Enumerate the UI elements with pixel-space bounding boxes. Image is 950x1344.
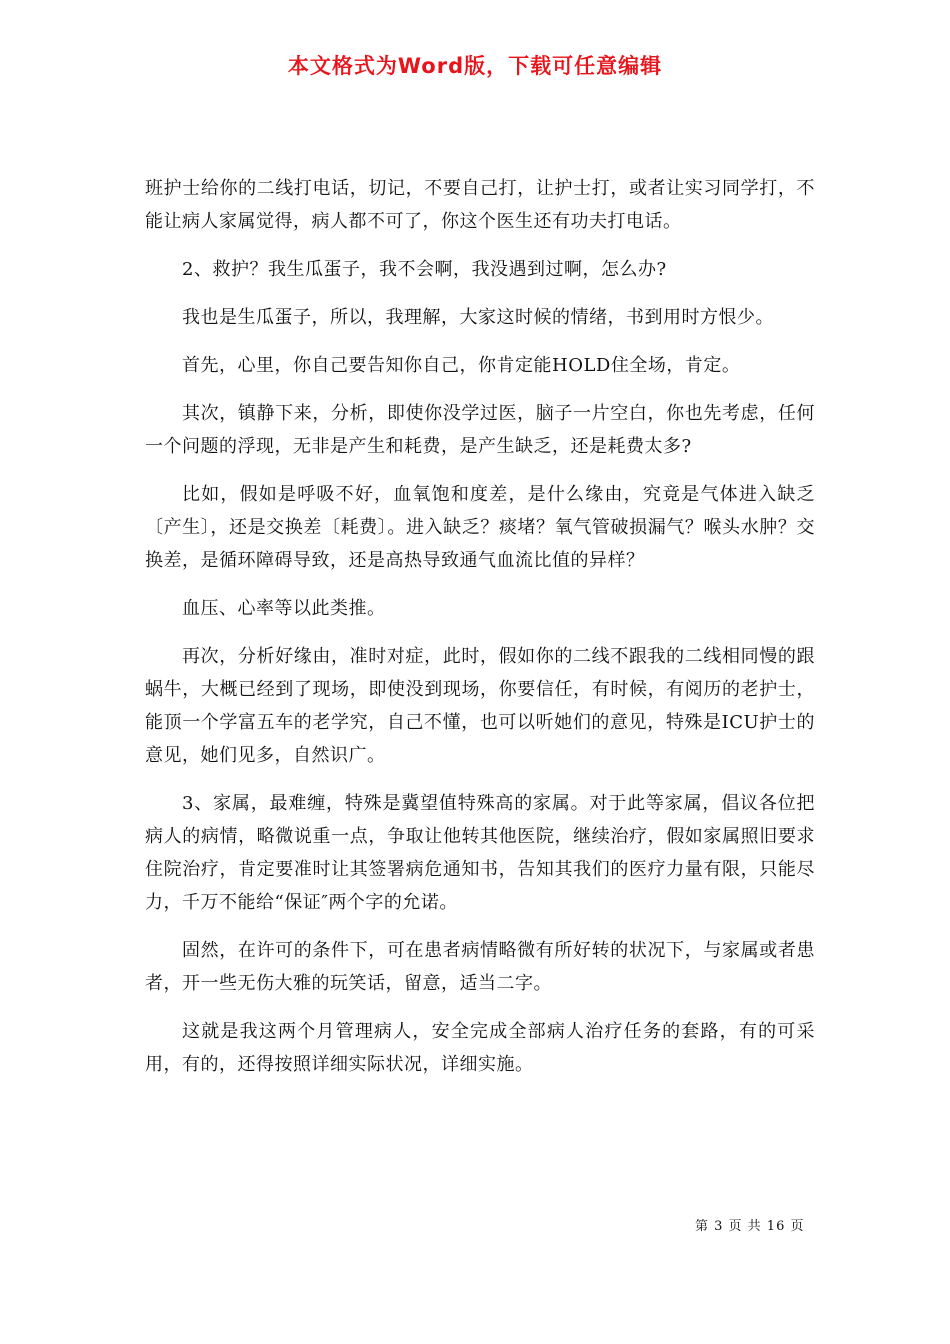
paragraph-1: 班护士给你的二线打电话，切记，不要自己打，让护士打，或者让实习同学打，不能让病人家属觉得，病人都不可了，你这个医生还有功夫打电话。 bbox=[145, 178, 815, 232]
paragraph-9: 3、家属，最难缠，特殊是冀望值特殊高的家属。对于此等家属，倡议各位把病人的病情，略微说重一点，争取让他转其他医院，继续治疗，假如家属照旧要求住院治疗，肯定要准时让其签署病危通知书，告知其我们的医疗力量有限，只能尽力，千万不能给“保证″两个字的允诺。 bbox=[145, 793, 815, 913]
document-body bbox=[145, 172, 815, 1096]
paragraph-2: 2、救护？我生瓜蛋子，我不会啊，我没遇到过啊，怎么办? bbox=[182, 259, 667, 280]
page-number: 第 3 页 共 16 页 bbox=[695, 1219, 805, 1234]
document-banner: 本文格式为Word版，下载可任意编辑 bbox=[287, 54, 663, 78]
paragraph-7: 血压、心率等以此类推。 bbox=[182, 598, 386, 619]
paragraph-4: 首先，心里，你自己要告知你自己，你肯定能HOLD住全场，肯定。 bbox=[182, 355, 741, 376]
paragraph-6: 比如，假如是呼吸不好，血氧饱和度差，是什么缘由，究竟是气体进入缺乏〔产生〕，还是交换差〔耗费〕。进入缺乏？痰堵？氧气管破损漏气？喉头水肿？交换差，是循环障碍导致，还是高热导致通气血流比值的异样？ bbox=[145, 484, 815, 571]
paragraph-11: 这就是我这两个月管理病人，安全完成全部病人治疗任务的套路，有的可采用，有的，还得按照详细实际状况，详细实施。 bbox=[145, 1021, 815, 1075]
paragraph-5: 其次，镇静下来，分析，即使你没学过医，脑子一片空白，你也先考虑，任何一个问题的浮现，无非是产生和耗费，是产生缺乏，还是耗费太多? bbox=[145, 403, 815, 457]
paragraph-3: 我也是生瓜蛋子，所以，我理解，大家这时候的情绪，书到用时方恨少。 bbox=[182, 307, 774, 328]
paragraph-8: 再次，分析好缘由，准时对症，此时，假如你的二线不跟我的二线相同慢的跟蜗牛，大概已经到了现场，即使没到现场，你要信任，有时候，有阅历的老护士，能顶一个学富五车的老学究，自己不懂，也可以听她们的意见，特殊是ICU护士的意见，她们见多，自然识广。 bbox=[145, 646, 815, 766]
paragraph-10: 固然，在许可的条件下，可在患者病情略微有所好转的状况下，与家属或者患者，开一些无伤大雅的玩笑话，留意，适当二字。 bbox=[145, 940, 815, 994]
